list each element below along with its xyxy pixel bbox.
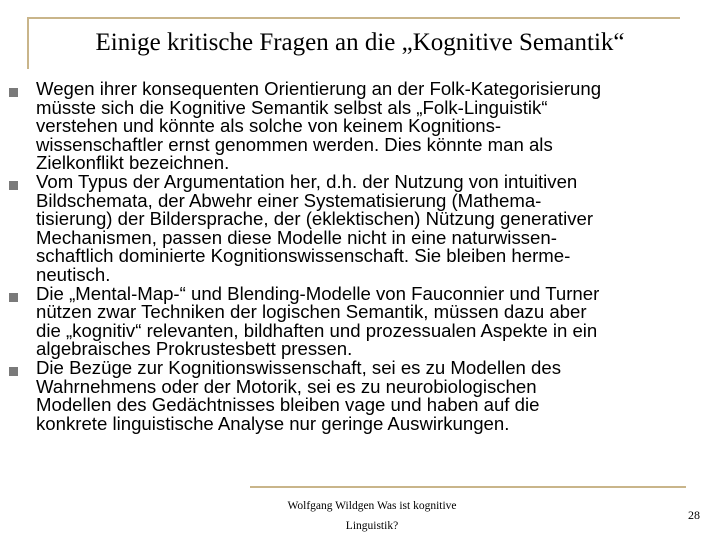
square-bullet-icon <box>9 293 18 302</box>
bullet-text: Die Bezüge zur Kognitionswissenschaft, sei es zu Modellen des Wahrnehmens oder der Motorik, sei es zu neurobiologischen Modellen des Gedächtnisses bleiben vage und haben auf die konkrete linguistische Analyse nur geringe Auswirkungen. <box>36 356 562 434</box>
slide-title: Einige kritische Fragen an die „Kognitive Semantik“ <box>95 29 625 56</box>
bullet-text: Die „Mental-Map-“ und Blending-Modelle von Fauconnier und Turner nützen zwar Techniken der logischen Semantik, müssen dazu aber die „kognitiv“ relevanten, bildhaften und prozessualen Aspekte in ein algebraisches Prokrustesbett pressen. <box>36 282 600 360</box>
bullet-item-4 <box>0 356 720 434</box>
bullet-item-2 <box>0 170 720 285</box>
bullet-list <box>0 80 720 433</box>
title-frame-top-line <box>27 17 680 19</box>
square-bullet-icon <box>9 367 18 376</box>
bullet-item-1 <box>0 80 720 173</box>
footer-divider-line <box>250 486 686 488</box>
page-number: 28 <box>688 508 700 522</box>
square-bullet-icon <box>9 181 18 190</box>
bullet-text: Wegen ihrer konsequenten Orientierung an der Folk-Kategorisierung müsste sich die Kognitive Semantik selbst als „Folk-Linguistik“ verstehen und könnte als solche von keinem Kognitions- wissenschaftler ernst genommen werden. Dies könnte man als Zielkonflikt bezeichnen. <box>36 78 602 174</box>
bullet-item-3 <box>0 282 720 360</box>
square-bullet-icon <box>9 88 18 97</box>
bullet-text: Vom Typus der Argumentation her, d.h. der Nutzung von intuitiven Bildschemata, der Abwehr einer Systematisierung (Mathema- tisierung) der Bildersprache, der (eklektischen) Nützung generativer Mechanismen, passen diese Modelle nicht in eine naturwissen- schaftlich dominierte Kognitionswissenschaft. Sie bleiben herme- neutisch. <box>36 170 594 285</box>
footer-credit: Wolfgang Wildgen Was ist kognitive Linguistik? <box>287 500 457 532</box>
